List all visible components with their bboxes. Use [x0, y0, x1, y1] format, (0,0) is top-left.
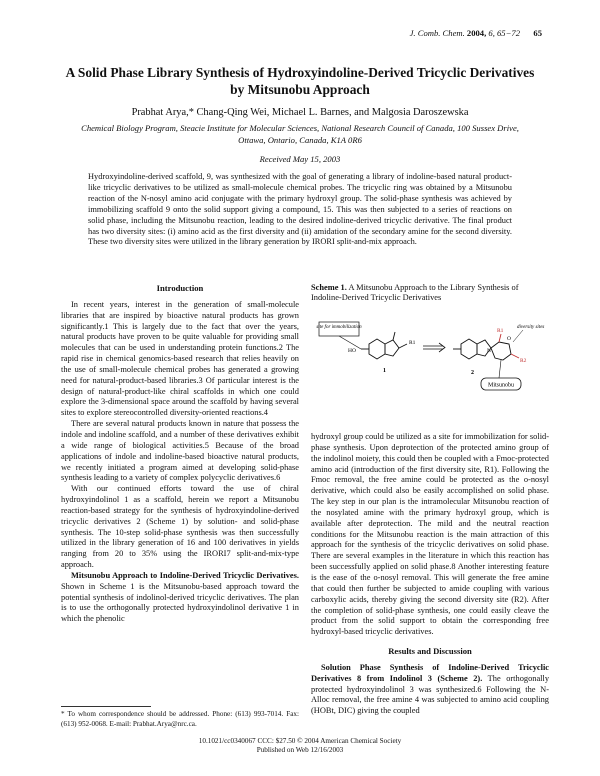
section-heading-results: Results and Discussion	[388, 646, 472, 657]
compound-2-label: 2	[471, 370, 474, 376]
page-number: 65	[533, 28, 542, 38]
doi-line: 10.1021/cc0340067 CCC: $27.50 © 2004 American Chemical Society	[198, 737, 402, 745]
received-date: Received May 15, 2003	[259, 154, 341, 164]
retro-arrow	[423, 343, 445, 352]
right-paragraph-2: Solution Phase Synthesis of Indoline-Derived Tricyclic Derivatives 8 from Indolinol 3 (Scheme 2). The orthogonally protected hydroxyindolinol 3 was synthesized.6 Following the N-Alloc removal, the free amine 4 was subjected to amino acid coupling (HOBt, DIC) giving the coupled	[311, 662, 550, 716]
bottom-imprint	[0, 737, 600, 755]
author-list: Prabhat Arya,* Chang-Qing Wei, Michael L. Barnes, and Malgosia Daroszewska	[131, 107, 469, 118]
journal-citation: J. Comb. Chem. 2004, 6, 65−72	[409, 28, 520, 38]
site-for-immobilization-label: site for immobilization	[316, 325, 362, 330]
footnote-rule	[61, 706, 151, 707]
n-label: N	[487, 348, 491, 354]
r1-label-right: R1	[497, 328, 504, 334]
right-column	[311, 432, 549, 717]
ho-label: HO	[348, 348, 356, 354]
intro-paragraph-4: Mitsunobu Approach to Indoline-Derived Tricyclic Derivatives. Shown in Scheme 1 is the Mitsunobu-based approach toward the potential synthesis of indolinol-derived tricyclic derivatives. The plan is to use the orthogonally protected hydroxyindolinol derivative 1 in which the phenolic	[61, 570, 299, 624]
compound-1-label: 1	[383, 368, 386, 374]
intro-paragraph-1: In recent years, interest in the generation of small-molecule libraries that are inspired by bioactive natural products has grown significantly.1 This is largely due to the fact that over the years, natural products have proven to be quite valuable for providing small molecules that can be used in understanding protein functions.2 The rapid rise in chemical genomics-based research that relies heavily on the use of small-molecule chemical probes has generated a growing need for natural-product-based libraries.3 Of particular interest is the design of natural-product-like chiral scaffolds in which one could explore the 3-dimensional space around the scaffold by having several sites to explore stereocontrolled diversity-oriented reactions.4	[61, 299, 299, 418]
mitsunobu-label: Mitsunobu	[487, 382, 515, 389]
o-label: O	[507, 336, 511, 342]
section-heading-introduction: Introduction	[156, 283, 204, 293]
published-line: Published on Web 12/16/2003	[256, 746, 344, 755]
abstract: Hydroxyindoline-derived scaffold, 9, was synthesized with the goal of generating a library of indoline-based natural product-like tricyclic derivatives to be utilized as small-molecule chemical probes. The tricyclic ring was obtained by a Mitsunobu reaction of the N-nosyl amino acid conjugate with the primary hydroxyl group. The solid-phase synthesis was achieved by immobilizing scaffold 9 onto the solid support giving a compound, 15. This was then subjected to a series of reactions on solid phase, including the Mitsunobu reaction, leading to the desired indoline-derived tricyclic derivative. The final product has two diversity sites: (i) amino acid as the first diversity and (ii) amidation of the secondary amine for the second diversity. These two diversity sites were utilized in the library generation by IRORI split-and-mix approach.	[88, 172, 512, 247]
scheme-1-figure	[311, 306, 549, 426]
intro-paragraph-2: There are several natural products known in nature that possess the indole and indoline scaffold, and a number of these derivatives exhibit a wide range of biological activities.5 Because of the broad applications of indole and indoline-based bioactive natural products, we recently initiated a program aimed at developing solid-phase synthesis leading to a variety of complex polycyclic derivatives.6	[61, 419, 299, 483]
left-column	[61, 283, 299, 625]
correspondence-footnote: * To whom correspondence should be addressed. Phone: (613) 993-7014. Fax: (613) 952-0068. E-mail: Prabhat.Arya@nrc.ca.	[61, 710, 299, 728]
scheme-caption: Scheme 1. A Mitsunobu Approach to the Library Synthesis of Indoline-Derived Tricyclic Derivatives	[311, 283, 519, 302]
article-title: A Solid Phase Library Synthesis of Hydroxyindoline-Derived Tricyclic Derivatives by Mitsunobu Approach	[65, 65, 535, 97]
r2-label: R2	[520, 358, 527, 364]
right-paragraph-1: hydroxyl group could be utilized as a site for immobilization for solid-phase synthesis. Upon deprotection of the protected amino group of the indolinol moiety, this could then be coupled with a Fmoc-protected amino acid (introduction of the first diversity site, R1). Following the Fmoc removal, the free amine could be protected as the o-nosyl derivative, which could also be easily accomplished on solid phase. The key step in our plan is the intramolecular Mitsunobu reaction of the nosylated amine with the primary hydroxyl group, which is available after deprotection. The mild and the neutral reaction conditions for the Mitsunobu reaction is the main attraction of this approach for the synthesis of the tricyclic derivatives on solid phase. There are several examples in the literature in which this reaction has been successfully applied on solid phase.8 Another interesting feature is the ease of the o-nosyl removal. This will generate the free amine that could then further be subjected to amide coupling with various carboxylic acids, thereby giving the second diversity site (R2). After the completion of solid-phase synthesis, one could easily cleave the product from the solid support to obtain the corresponding free hydroxyl-based tricyclic derivatives.	[311, 432, 549, 637]
r1-label-left: R1	[409, 340, 416, 346]
affiliation: Chemical Biology Program, Steacie Institute for Molecular Sciences, National Research Council of Canada, 100 Sussex Drive, Ottawa, Ontario, Canada, K1A 0R6	[81, 123, 519, 145]
scheme-compound-1	[361, 332, 407, 359]
intro-paragraph-3: With our continued efforts toward the use of chiral hydroxyindolinol 1 as a scaffold, herein we report a Mitsunobu reaction-based strategy for the synthesis of hydroxyindoline-derived tricyclic derivatives 2 (Scheme 1) by solution- and solid-phase synthesis. The 10-step solid-phase synthesis was then successfully utilized in the library generation of 16 and 100 derivatives in yields ranging from 20 to 35% using the IRORI7 split-and-mix-type approach.	[61, 484, 299, 570]
diversity-sites-label: diversity sites	[517, 325, 545, 330]
running-header	[0, 28, 600, 42]
